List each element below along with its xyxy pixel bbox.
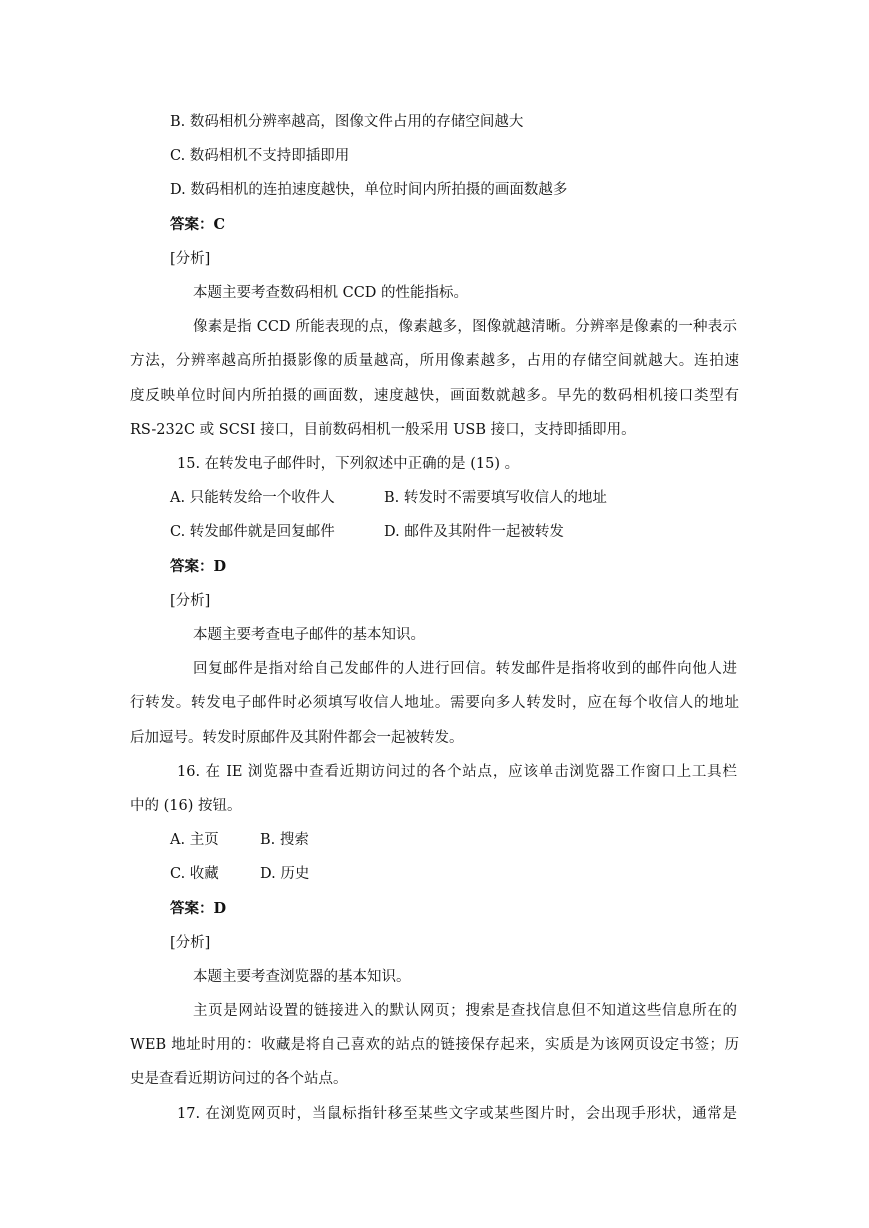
q16-options-row2 [170,864,309,884]
q15-option-c: C. 转发邮件就是回复邮件 [170,524,335,540]
q16-answer: 答案：D [170,900,227,917]
q15-option-b: B. 转发时不需要填写收信人的地址 [384,490,607,506]
q14-analysis-para-line3: 度反映单位时间内所拍摄的画面数，速度越快，画面数就越多。早先的数码相机接口类型有 [130,388,739,404]
q16-options-row1 [170,830,309,850]
q16-analysis-para-line2: WEB 地址时用的：收藏是将自己喜欢的站点的链接保存起来，实质是为该网页设定书签；历 [130,1037,739,1053]
q15-analysis-label: [分析] [170,593,211,609]
q14-analysis-para-line2: 方法，分辨率越高所拍摄影像的质量越高，所用像素越多，占用的存储空间就越大。连拍速 [130,353,739,369]
q15-analysis-para-line1: 回复邮件是指对给自己发邮件的人进行回信。转发邮件是指将收到的邮件向他人进 [193,661,737,677]
q15-answer: 答案：D [170,558,227,575]
q14-option-d: D. 数码相机的连拍速度越快，单位时间内所拍摄的画面数越多 [170,182,568,198]
q16-option-b: B. 搜索 [260,832,309,848]
q14-analysis-intro: 本题主要考查数码相机 CCD 的性能指标。 [193,285,469,301]
q15-analysis-para-line2: 行转发。转发电子邮件时必须填写收信人地址。需要向多人转发时，应在每个收信人的地址 [130,695,739,711]
q16-option-a: A. 主页 [170,832,219,848]
q15-option-a: A. 只能转发给一个收件人 [170,490,335,506]
q16-option-d: D. 历史 [260,866,310,882]
q15-options-row1 [170,488,607,508]
q16-analysis-label: [分析] [170,935,211,951]
q15-analysis-para-line3: 后加逗号。转发时原邮件及其附件都会一起被转发。 [130,730,464,746]
q14-option-c: C. 数码相机不支持即插即用 [170,148,350,164]
q14-option-b: B. 数码相机分辨率越高，图像文件占用的存储空间越大 [170,114,524,130]
q14-analysis-para-line1: 像素是指 CCD 所能表现的点，像素越多，图像就越清晰。分辨率是像素的一种表示 [193,319,737,335]
q16-analysis-para-line3: 史是查看近期访问过的各个站点。 [130,1071,348,1087]
q16-analysis-para-line1: 主页是网站设置的链接进入的默认网页；搜索是查找信息但不知道这些信息所在的 [193,1003,737,1019]
q15-options-row2 [170,522,564,542]
q14-analysis-para-line4: RS-232C 或 SCSI 接口，目前数码相机一般采用 USB 接口，支持即插即用。 [130,422,636,438]
q17-question-line1: 17. 在浏览网页时，当鼠标指针移至某些文字或某些图片时，会出现手形状，通常是 [177,1106,737,1122]
q15-analysis-intro: 本题主要考查电子邮件的基本知识。 [193,627,425,643]
q16-question-line1: 16. 在 IE 浏览器中查看近期访问过的各个站点，应该单击浏览器工作窗口上工具栏 [177,764,737,780]
q16-question-line2: 中的 (16) 按钮。 [130,798,242,814]
q14-analysis-label: [分析] [170,251,211,267]
q15-question: 15. 在转发电子邮件时，下列叙述中正确的是 (15) 。 [177,456,520,472]
q15-option-d: D. 邮件及其附件一起被转发 [384,524,564,540]
q14-answer: 答案：C [170,216,226,233]
q16-option-c: C. 收藏 [170,866,219,882]
q16-analysis-intro: 本题主要考查浏览器的基本知识。 [193,969,411,985]
